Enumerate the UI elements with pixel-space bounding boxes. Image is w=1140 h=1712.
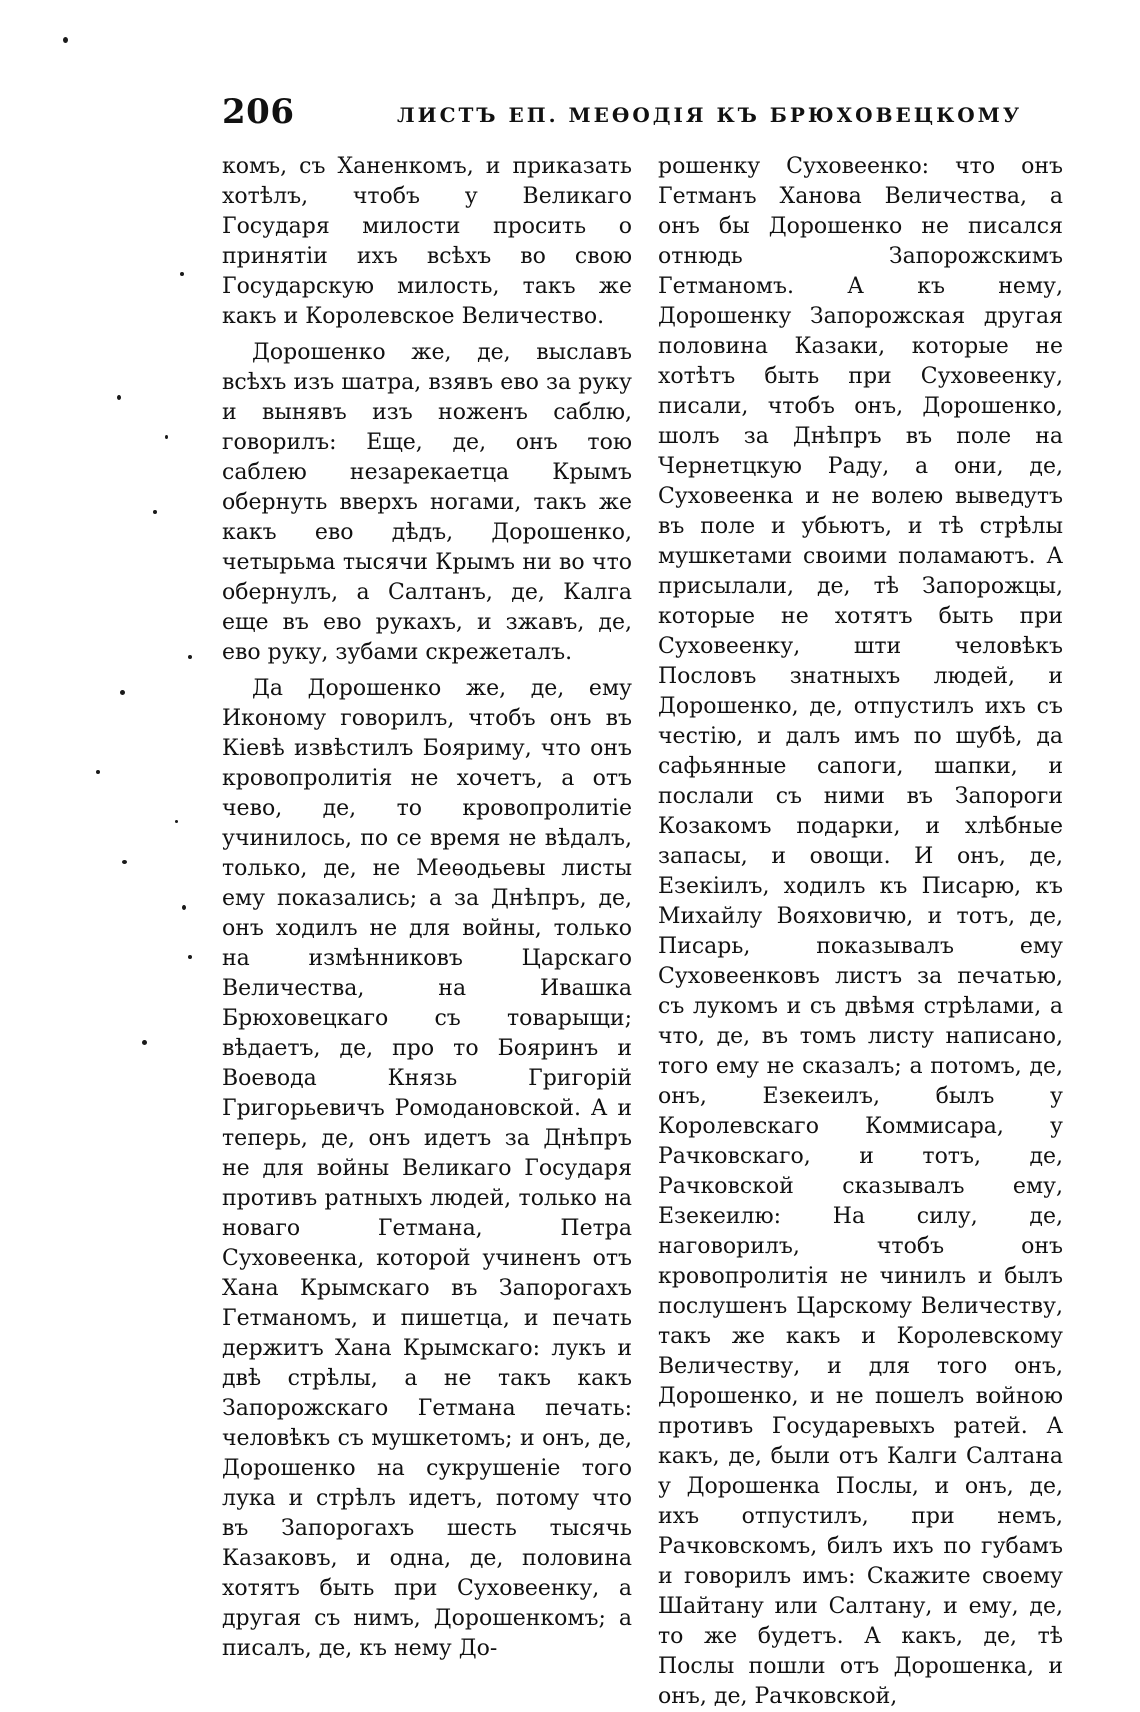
paragraph: Дорошенко же, де, выславъ всѣхъ изъ шатра, взявъ ево за руку и вынявъ изъ ноженъ саблю, говорилъ: Еще, де, онъ тою саблею незарекаетца Крымъ обернуть вверхъ ногами, такъ же какъ ево дѣдъ, Дорошенко, четырьма тысячи Крымъ ни во что обернулъ, а Салтанъ, де, Калга еще въ ево рукахъ, и зжавъ, де, ево руку, зубами скрежеталъ. xyxy=(222,340,632,665)
scan-speck xyxy=(175,820,178,823)
scan-speck xyxy=(188,955,192,959)
scan-speck xyxy=(182,905,186,910)
scan-speck xyxy=(63,37,68,43)
scan-speck xyxy=(180,272,184,276)
paragraph: Да Дорошенко же, де, ему Иконому говорилъ, чтобъ онъ въ Кіевѣ извѣстилъ Бояриму, что онъ кровопролитія не хочетъ, а отъ чево, де, то кровопролитіе учинилось, по се время не вѣдалъ, только, де, не Меѳодьевы листы ему показались; а за Днѣпръ, де, онъ ходилъ не для войны, только на измѣнниковъ Царскаго Величества, на Ивашка Брюховецкаго съ товарыщи; вѣдаетъ, де, про то Бояринъ и Воевода Князь Григорій Григорьевичъ Ромодановской. А и теперь, де, онъ идетъ за Днѣпръ не для войны Великаго Государя противъ ратныхъ людей, только на новаго Гетмана, Петра Суховеенка, которой учиненъ отъ Хана Крымскаго въ Запорогахъ Гетманомъ, и пишетца, и печать держитъ Хана Крымскаго: лукъ и двѣ стрѣлы, а не такъ какъ Запорожскаго Гетмана печать: человѣкъ съ мушкетомъ; и онъ, де, Дорошенко на сукрушеніе того лука и стрѣлъ идетъ, потому что въ Запорогахъ шесть тысячь Казаковъ, и одна, де, половина хотятъ быть при Суховеенку, а другая съ нимъ, Дорошенкомъ; а писалъ, де, къ нему До- xyxy=(222,676,632,1661)
scan-speck xyxy=(153,510,157,514)
scan-speck xyxy=(142,1040,147,1045)
scan-speck xyxy=(120,690,125,695)
scan-speck xyxy=(122,860,127,864)
paragraph: рошенку Суховеенко: что онъ Гетманъ Ханова Величества, а онъ бы Дорошенко не писался отнюдь Запорожскимъ Гетманомъ. А къ нему, Дорошенку Запорожская другая половина Казаки, которые не хотѣтъ быть при Суховеенку, писали, чтобъ онъ, Дорошенко, шолъ за Днѣпръ въ поле на Чернетцкую Раду, а они, де, Суховеенка и не волею выведутъ въ поле и убьютъ, и тѣ стрѣлы мушкетами своими поламаютъ. А присылали, де, тѣ Запорожцы, которые не хотятъ быть при Суховеенку, шти человѣкъ Пословъ знатныхъ людей, и Дорошенко, де, отпустилъ ихъ съ честію, и далъ имъ по шубѣ, да сафьянные сапоги, шапки, и послали съ ними въ Запороги Козакомъ подарки, и хлѣбные запасы, и овощи. И онъ, де, Езекіилъ, ходилъ къ Писарю, къ Михайлу Вояховичю, и тотъ, де, Писарь, показывалъ ему Суховеенковъ листъ за печатью, съ лукомъ и съ двѣмя стрѣлами, а что, де, въ томъ листу написано, того ему не сказалъ; а потомъ, де, онъ, Езекеилъ, былъ у Королевскаго Коммисара, у Рачковскаго, и тотъ, де, Рачковской сказывалъ ему, Езекеилю: На силу, де, наговорилъ, чтобъ онъ кровопролитія не чинилъ и былъ послушенъ Царскому Величеству, такъ же какъ и Королевскому Величеству, и для того онъ, Дорошенко, и не пошелъ войною противъ Государевыхъ ратей. А какъ, де, были отъ Калги Салтана у Дорошенка Послы, и онъ, де, ихъ отпустилъ, при немъ, Рачковскомъ, билъ ихъ по губамъ и говорилъ имъ: Скажите своему Шайтану или Салтану, и ему, де, то же будетъ. А какъ, де, тѣ Послы пошли отъ Дорошенка, и онъ, де, Рачковской, xyxy=(658,154,1063,1709)
paragraph: комъ, съ Ханенкомъ, и приказать хотѣлъ, чтобъ у Великаго Государя милости просить о принятіи ихъ всѣхъ во свою Государскую милость, такъ же какъ и Королевское Величество. xyxy=(222,154,632,329)
page-header xyxy=(222,92,1023,136)
scan-speck xyxy=(165,435,168,439)
scan-speck xyxy=(188,655,192,659)
scan-speck xyxy=(117,395,121,400)
running-title: ЛИСТЪ ЕП. МЕѲОДІЯ КЪ БРЮХОВЕЦКОМУ xyxy=(397,103,1023,127)
scan-speck xyxy=(96,770,100,774)
page-number: 206 xyxy=(222,92,295,132)
text-column-right xyxy=(658,152,1063,1712)
text-column-left xyxy=(222,152,632,1664)
